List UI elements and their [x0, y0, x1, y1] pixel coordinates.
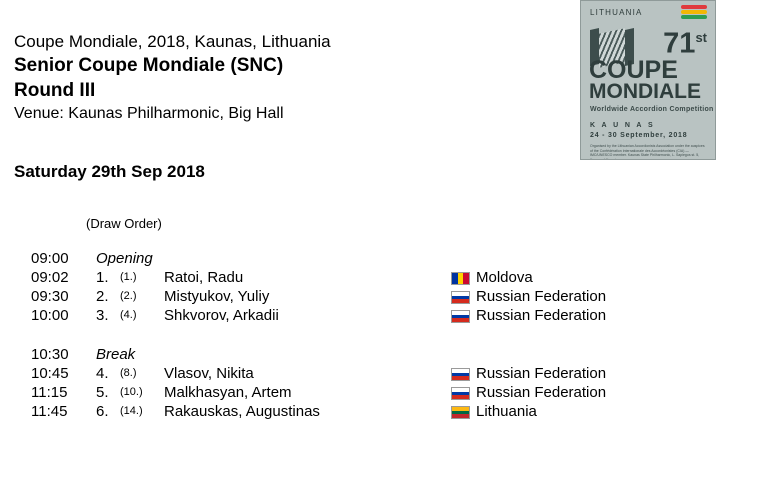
schedule-event-row: [14, 346, 744, 365]
schedule-time: 11:45: [31, 403, 68, 420]
draw-number: (4.): [120, 309, 137, 321]
schedule-time: 09:02: [31, 269, 69, 286]
date-heading: Saturday 29th Sep 2018: [14, 162, 205, 181]
country-flag-icon: [451, 406, 470, 419]
performance-order-number: 5.: [96, 384, 109, 401]
poster-edition-suffix: st: [695, 30, 707, 45]
schedule-time: 10:45: [31, 365, 69, 382]
event-poster: [580, 0, 716, 160]
competitor-name: Shkvorov, Arkadii: [164, 307, 279, 324]
country-name: Russian Federation: [476, 307, 607, 324]
cia-logo-icon: [681, 5, 707, 19]
schedule-performer-row: [14, 269, 744, 288]
competitor-name: Rakauskas, Augustinas: [164, 403, 320, 420]
poster-subtitle: Worldwide Accordion Competition: [590, 106, 714, 113]
poster-city: K A U N A S: [590, 122, 656, 129]
country-flag-icon: [451, 310, 470, 323]
schedule-spacer: [14, 326, 744, 346]
performance-order-number: 6.: [96, 403, 109, 420]
venue-text: Venue: Kaunas Philharmonic, Big Hall: [14, 105, 284, 122]
competitor-name: Mistyukov, Yuliy: [164, 288, 270, 305]
country-name: Moldova: [476, 269, 533, 286]
country-flag-icon: [451, 368, 470, 381]
schedule-time: 09:00: [31, 250, 69, 267]
schedule-time: 10:30: [31, 346, 69, 363]
poster-edition-digits: 71: [663, 27, 696, 60]
poster-country-label: LITHUANIA: [590, 8, 643, 17]
performance-order-number: 1.: [96, 269, 109, 286]
round-title: Round III: [14, 80, 96, 101]
schedule-time: 09:30: [31, 288, 69, 305]
country-name: Russian Federation: [476, 365, 607, 382]
schedule-event-row: [14, 250, 744, 269]
competitor-name: Ratoi, Radu: [164, 269, 244, 286]
document-header: [14, 30, 534, 125]
draw-number: (10.): [120, 386, 143, 398]
country-name: Russian Federation: [476, 288, 607, 305]
competitor-name: Vlasov, Nikita: [164, 365, 254, 382]
schedule-event-label: Break: [96, 346, 136, 363]
schedule-performer-row: [14, 384, 744, 403]
poster-title-line1: COUPE: [589, 56, 678, 84]
country-flag-icon: [451, 387, 470, 400]
draw-order-label: (Draw Order): [86, 216, 162, 231]
country-name: Lithuania: [476, 403, 537, 420]
draw-number: (8.): [120, 367, 137, 379]
country-flag-icon: [451, 291, 470, 304]
page-title: Senior Coupe Mondiale (SNC): [14, 55, 284, 76]
poster-edition-number: [663, 23, 707, 59]
draw-number: (1.): [120, 271, 137, 283]
performance-order-number: 4.: [96, 365, 109, 382]
schedule-time: 11:15: [31, 384, 68, 401]
draw-number: (14.): [120, 405, 143, 417]
draw-number: (2.): [120, 290, 137, 302]
schedule-performer-row: [14, 365, 744, 384]
schedule-time: 10:00: [31, 307, 69, 324]
competitor-name: Malkhasyan, Artem: [164, 384, 292, 401]
schedule-performer-row: [14, 307, 744, 326]
schedule-performer-row: [14, 403, 744, 422]
poster-title-line2: MONDIALE: [589, 80, 701, 103]
poster-fine-print: Organised by the Lithuanian Accordionists Association under the auspices of the Confédération Internationale des Accordéonistes (CIA) — IMC/UNESCO member. Kaunas State Philharmonic, L. Sapiegos st. 5, Kaunas, Lithuania.: [590, 144, 705, 160]
schedule-list: [14, 250, 744, 422]
event-subtitle: Coupe Mondiale, 2018, Kaunas, Lithuania: [14, 32, 331, 51]
country-flag-icon: [451, 272, 470, 285]
performance-order-number: 3.: [96, 307, 109, 324]
schedule-event-label: Opening: [96, 250, 153, 267]
schedule-performer-row: [14, 288, 744, 307]
poster-dates: 24 - 30 September, 2018: [590, 132, 688, 139]
performance-order-number: 2.: [96, 288, 109, 305]
country-name: Russian Federation: [476, 384, 607, 401]
